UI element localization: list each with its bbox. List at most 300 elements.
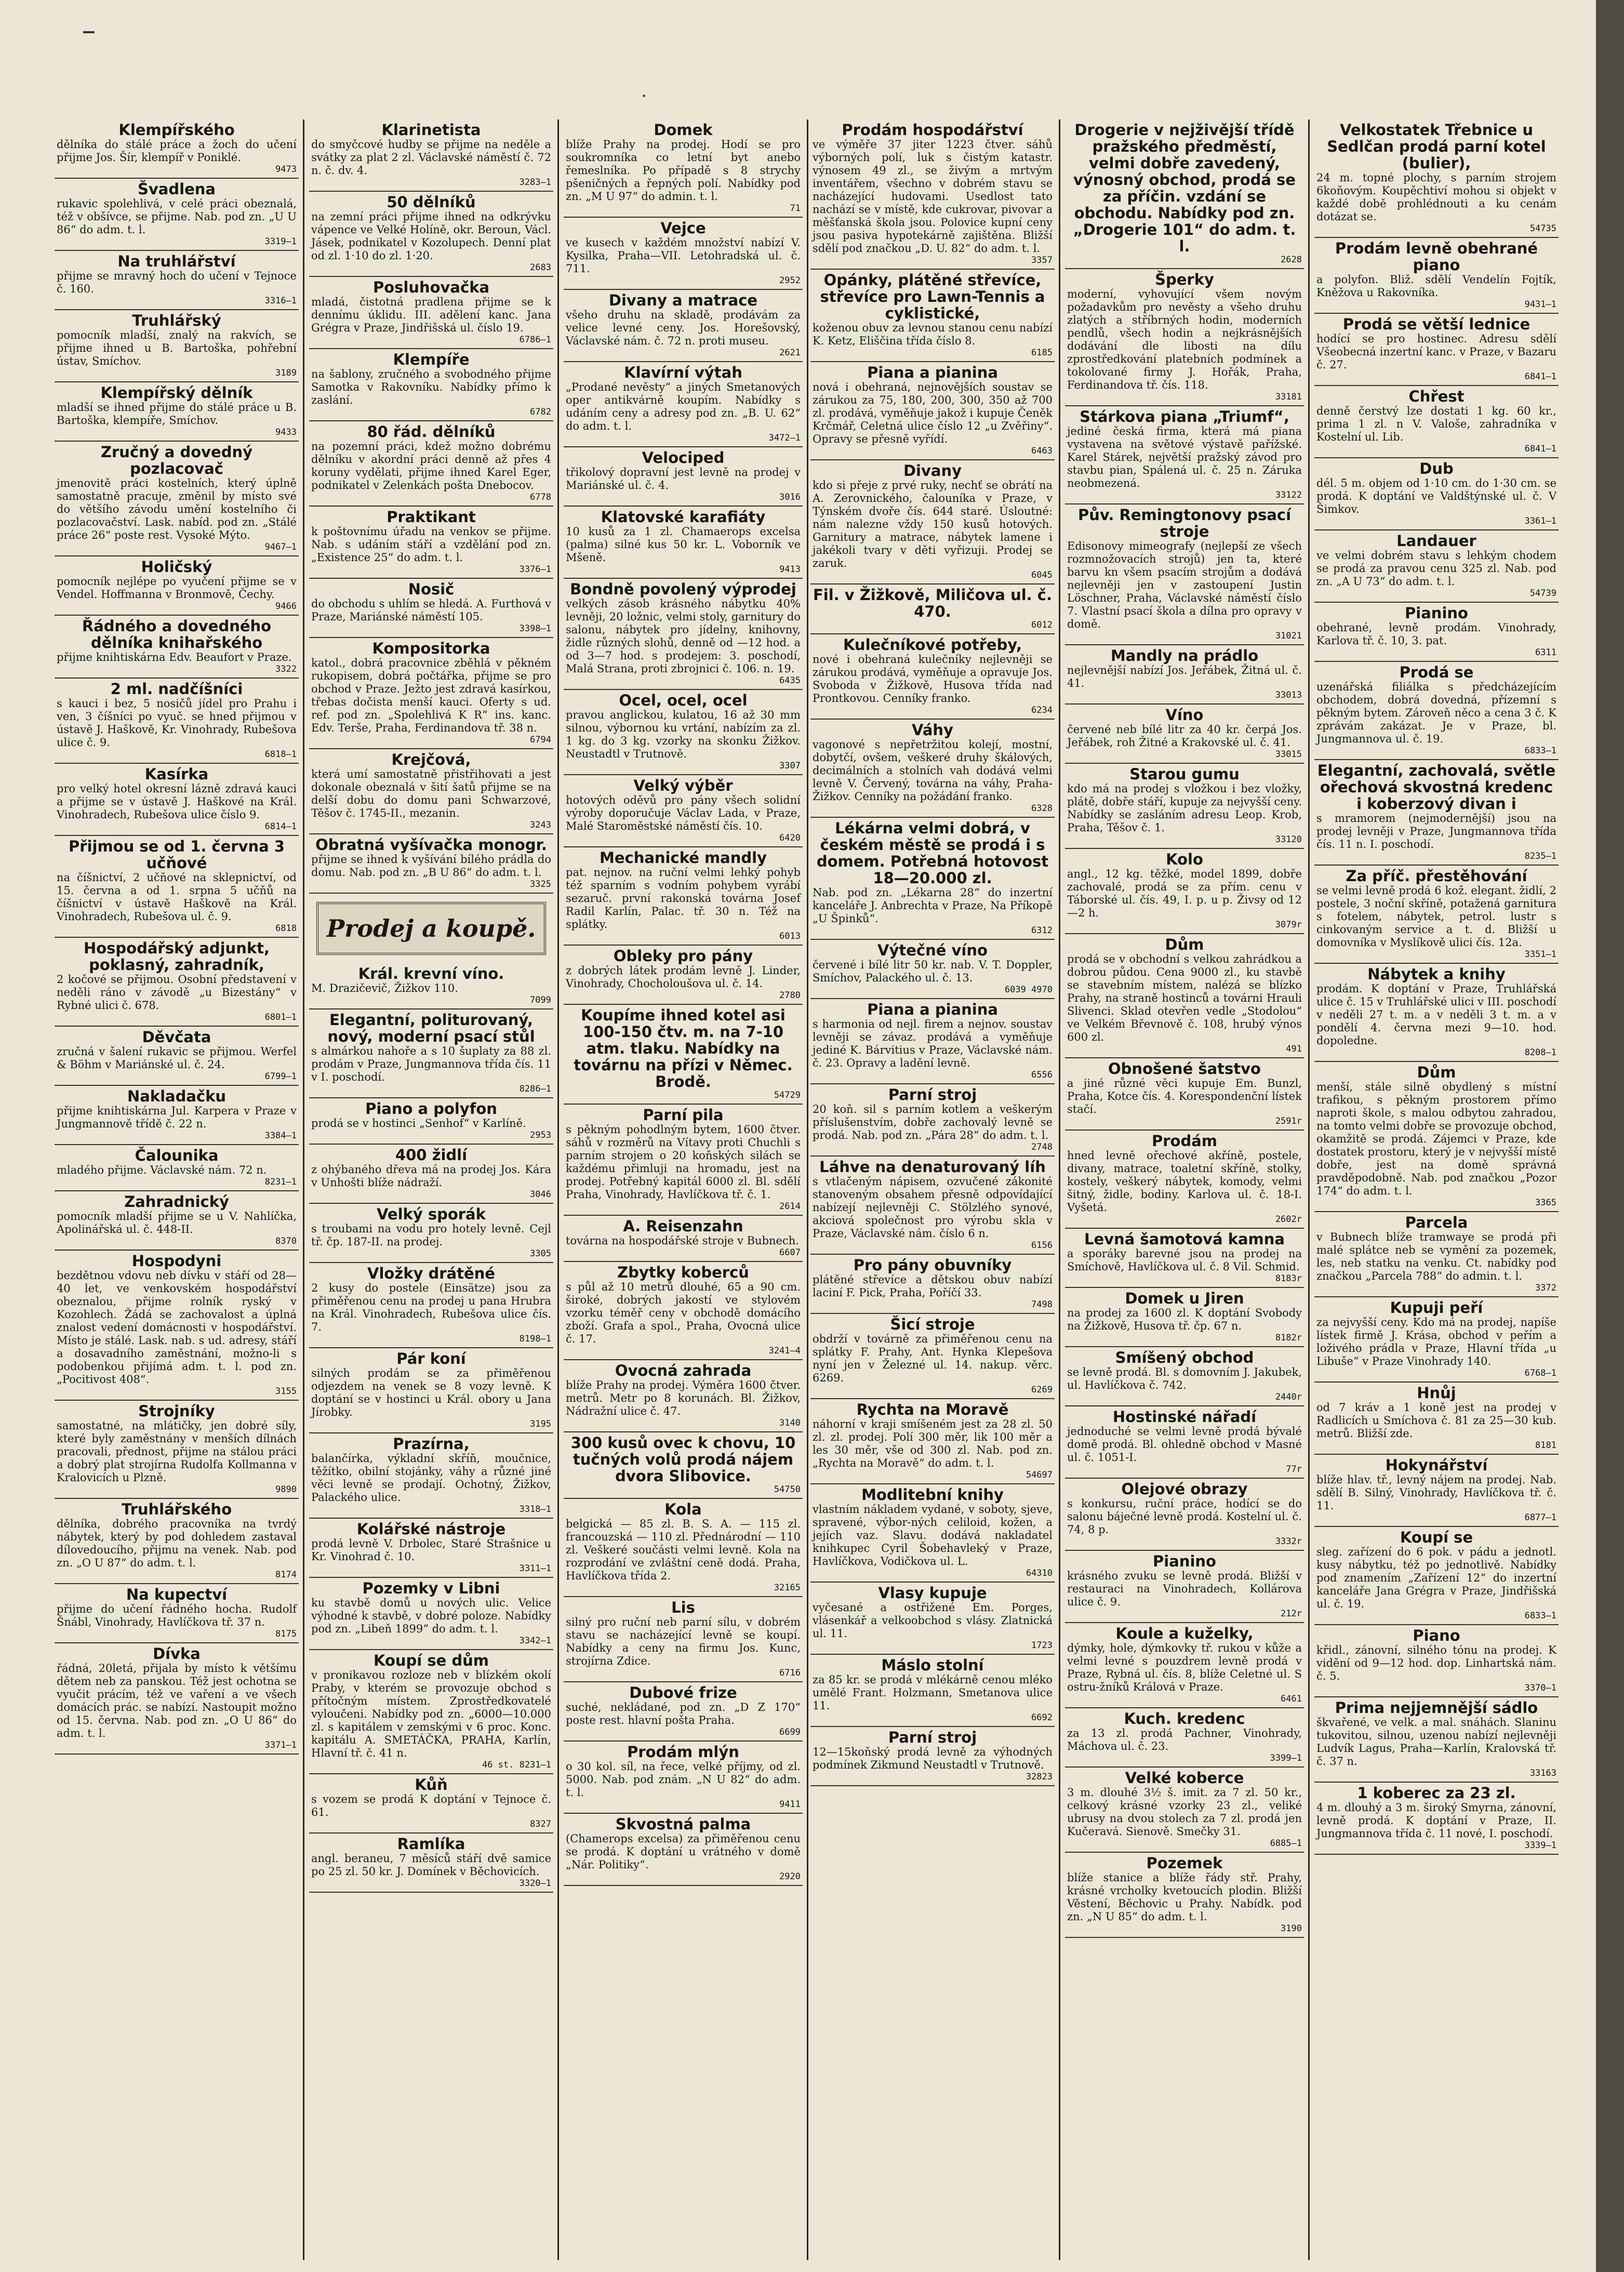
classified-ad (1314, 458, 1559, 530)
ad-headline: Landauer (1396, 532, 1476, 550)
classified-ad (564, 218, 803, 290)
ad-headline: 50 dělníků (387, 193, 476, 211)
ad-body: 4 m. dlouhý a 3 m. široký Smyrna, zánovní, levně prodá. K doptání v Praze, II. Jungmannova třída č. 11 nové, I. poschodí. (1316, 1801, 1556, 1840)
ad-body: obehrané, levně prodám. Vinohrady, Karlova tř. č. 10, 3. pat. (1316, 621, 1556, 647)
ad-body: 2 kočové se přijmou. Osobní představení v neděli ráno v závodě „u Bizestány“ v Rybné ulici č. 678. (57, 973, 297, 1012)
ad-headline: Velociped (642, 449, 725, 467)
ad-body: se velmi levně prodá 6 kož. elegant. židlí, 2 postele, 3 noční skříně, potažená garnitura s fotelem, nábytek, petrol. lustr s cinkovaným service a t. d. Bližší u domovníka v Myslíkově ulici čís. 12a. (1316, 884, 1556, 949)
ad-headline: Váhy (912, 721, 953, 739)
column-4 (810, 119, 1055, 2260)
ad-headline: Pianino (1405, 604, 1468, 622)
classified-ad (810, 634, 1055, 720)
classified-ad (1065, 1131, 1304, 1229)
ad-headline: A. Reisenzahn (623, 1217, 743, 1235)
classified-ad (309, 1263, 553, 1348)
ad-headline: Zbytky koberců (617, 1264, 749, 1281)
ad-code: 3371—1 (264, 1740, 297, 1750)
ad-code: 491 (1286, 1044, 1302, 1054)
classified-ad (309, 507, 553, 579)
ad-body: kdo má na prodej s vložkou i bez vložky, plátě, dobře stáří, kupuje za nejvyšší ceny. Nabídky se zasláním adresu Leop. Krob, Praha, Těšov č. 1. (1067, 782, 1302, 834)
ad-headline: Prodá se větší lednice (1342, 315, 1530, 333)
ad-code: 9467—1 (264, 542, 297, 552)
ad-body: k poštovnímu úřadu na venkov se přijme. Nab. s udáním stáří a vzdělání pod zn. „Existence 25“ do adm. t. l. (311, 525, 551, 564)
ad-code: 3155 (275, 1386, 297, 1397)
column-rule (557, 119, 559, 2260)
ad-code: 3195 (530, 1419, 551, 1429)
classified-ad (1065, 1479, 1304, 1551)
ad-headline: Prodám (1151, 1132, 1218, 1150)
section-title: Prodej a koupě. (326, 914, 536, 942)
ad-code: 8327 (530, 1819, 551, 1829)
ad-body: rukavic spolehlivá, v celé práci obeznalá, též v obšívce, se přijme. Nab. pod zn. „U U 86“ do adm. t. l. (57, 197, 297, 236)
ad-body: menší, stále silně obydlený s místní trafikou, s pěkným prostorem přímo naproti škole, s malou odbytou zahradou, na tomto velmi dobře se provozuje obchod, okamžitě se prodá. Zájemci v Praze, kde dostatek prostoru, který je v nejvyšší místě dobře, jest na domě správná pravděpodobně. Nab. pod značkou „Pozor 174“ do adm. t. l. (1316, 1081, 1556, 1197)
ad-code: 3316—1 (264, 296, 297, 306)
column-3 (564, 119, 803, 2260)
ad-code: 8182r (1275, 1333, 1302, 1343)
ad-body: na číšnictví, 2 učňové na sklepnictví, od 15. června a od 1. srpna 5 učňů na číšnictví v ústavě Haškově na Král. Vinohradech, Rubešova ul. č. 9. (57, 871, 297, 923)
ad-code: 33015 (1275, 749, 1302, 760)
ad-headline: Klempíře (393, 351, 470, 368)
ad-code: 212r (1281, 1609, 1302, 1619)
ad-headline: Stárkova piana „Triumf“, (1080, 408, 1289, 426)
ad-body: prodám. K doptání v Praze, Truhlářská ulice č. 15 v Truhlářské ulici v III. poschodí v neděli 27 t. m. a v neděli 3 t. m. a v pondělí 4. června mezi 9—10. hod. dopoledne. (1316, 982, 1556, 1047)
classified-ad (309, 834, 553, 894)
ad-body: dél. 5 m. objem od 1·10 cm. do 1·30 cm. se prodá. K doptání ve Valdštýnské ul. č. V Šimkov. (1316, 477, 1556, 515)
classified-ad (309, 1578, 553, 1650)
classified-ad (810, 1727, 1055, 1786)
ad-headline: Děvčata (142, 1028, 211, 1046)
ad-headline: Parní stroj (888, 1729, 977, 1746)
ad-headline: Holičský (141, 558, 212, 576)
classified-ad (55, 119, 299, 179)
ad-code: 6156 (1031, 1240, 1053, 1251)
ad-headline: Dívka (153, 1645, 201, 1663)
classified-ad (564, 775, 803, 847)
ad-code: 3319—1 (264, 236, 297, 247)
ad-headline: Piana a pianina (867, 364, 998, 381)
ad-body: v Bubnech blíže tramwaye se prodá při malé splátce neb se vymění za pozemek, les, neb statku na venku. Ct. nabídky pod značkou „Parcela 788“ do admin. t. l. (1316, 1231, 1556, 1282)
ad-body: vlastním nákladem vydané, v soboty, sjeve, spravené, výbor-ných celiloid, kožen, a jejích vaz. Slavu. dodává nakladatel knihkupec Cyril Šobehavleký v Praze, Havlíčkova, Vodičkova ul. L. (813, 1503, 1053, 1567)
ad-headline: Lis (671, 1599, 695, 1616)
ad-code: 6607 (779, 1247, 801, 1258)
ad-headline: Koule a kuželky, (1115, 1625, 1254, 1642)
ad-code: 3342—1 (519, 1636, 551, 1646)
ad-body: ve výměře 37 jiter 1223 čtver. sáhů výborných polí, luk s čistým katastr. výnosem 49 zl., se živým a mrtvým inventářem, všechno v dobrém stavu se nacházející hudovami. Usedlost tato nachází se v místě, kde cukrovar, pivovar a měšťanská škola jsou. Polovice kupní ceny jsou pasiva hypotekárně zajištěna. Bližší sdělí pod značkou „D. U. 82“ do adm. t. l. (813, 138, 1053, 255)
ad-body: mladého přijme. Václavské nám. 72 n. (57, 1164, 267, 1176)
ad-code: 8231—1 (264, 1177, 297, 1187)
classified-ad (1314, 1697, 1559, 1783)
scan-edge (1596, 0, 1624, 2272)
ad-code: 2748 (1031, 1142, 1053, 1152)
ad-body: zručná v šalení rukavic se přijmou. Werfel & Böhm v Mariánské ul. č. 24. (57, 1045, 297, 1071)
ad-body: blíže stanice a blíže řády stř. Prahy, krásné vrcholky kvetoucích plodin. Bližší Věstení, Běchovic u Prahy. Nabídk. pod zn. „N U 85“ do adm. t. l. (1067, 1871, 1302, 1923)
ad-body: továrna na hospodářské stroje v Bubnech. (566, 1234, 799, 1247)
ad-headline: Elegantní, zachovalá, světle ořechová skvostná kredenc i koberzový divan i (1317, 762, 1556, 813)
ad-body: velkých zásob krásného nábytku 40% levněji, 20 ložnic, velmi stoly, garnitury do salonu, nábytek pro jídelny, knihovny, židle různých slohů, denně od —12 hod. a od 3—7 hod. s prodejem: 3. poschodí, Malá Strana, proti zbrojnici č. 106. n. 19. (566, 597, 801, 675)
classified-ad (1314, 530, 1559, 603)
ad-body: přijme se ihned k vyšívání bílého prádla do domu. Nab. pod zn. „B U 86“ do adm. t. l. (311, 853, 551, 879)
ad-headline: Kola (664, 1500, 702, 1518)
ad-body: 12—15koňský prodá levně za výhodných podmínek Zikmund Neustadtl v Trutnově. (813, 1746, 1053, 1771)
ad-body: a sporáky barevné jsou na prodej na Smíchově, Havlíčkova ul. č. 8 Vil. Schmid. (1067, 1247, 1302, 1273)
ad-body: vyčesané a ostřižené Em. Porges, vlásenkář a velkoobchod s vlásy. Zlatnická ul. 11. (813, 1601, 1053, 1640)
ad-headline: Truhlářského (121, 1500, 232, 1518)
classified-ad (309, 1145, 553, 1204)
ad-headline: Řádného a dovedného dělníka knihařského (82, 617, 272, 652)
ad-headline: Elegantní, politurovaný, nový, moderní psací stůl (327, 1011, 535, 1045)
ad-code: 2614 (779, 1201, 801, 1212)
ad-body: blíže Prahy na prodej. Hodí se pro soukromníka co letní byt anebo řemeslníka. Po případě s 8 strychy pšeničných a řepných polí. Nabídky pod zn. „M U 97“ do admin. t. l. (566, 138, 801, 203)
ad-headline: Kuch. kredenc (1124, 1710, 1245, 1728)
classified-ad (564, 1597, 803, 1682)
classified-ad (564, 1105, 803, 1216)
classified-ad (564, 1682, 803, 1742)
ad-code: 33120 (1275, 834, 1302, 845)
ad-code: 6012 (1031, 620, 1053, 630)
ad-headline: Domek u Jiren (1125, 1290, 1244, 1307)
ad-code: 3370—1 (1524, 1683, 1556, 1693)
ad-code: 46 st. 8231—1 (482, 1760, 551, 1770)
classified-ad (309, 1098, 553, 1145)
ad-code: 54739 (1529, 588, 1556, 599)
classified-ad (309, 277, 553, 349)
ad-code: 3079r (1275, 920, 1302, 930)
classified-ad (564, 1432, 803, 1499)
ad-headline: Víno (1165, 706, 1204, 724)
ad-body: se levně prodá. Bl. s domovním J. Jakubek, ul. Havlíčkova č. 742. (1067, 1366, 1302, 1391)
ad-code: 3189 (275, 368, 297, 378)
classified-ad (55, 382, 299, 442)
ad-code: 3190 (1281, 1923, 1302, 1934)
ad-code: 9413 (779, 564, 801, 575)
ad-code: 3351—1 (1524, 949, 1556, 960)
ad-code: 32823 (1026, 1772, 1053, 1782)
ad-headline: Kolo (1166, 851, 1203, 868)
ad-code: 33122 (1275, 490, 1302, 500)
ad-code: 3376—1 (519, 564, 551, 575)
ad-headline: Kolářské nástroje (356, 1520, 506, 1538)
ad-headline: Přijmou se od 1. června 3 učňové (69, 838, 285, 872)
classified-ad (55, 310, 299, 382)
classified-ad (1065, 1229, 1304, 1288)
ad-code: 6312 (1031, 925, 1053, 936)
ad-body: katol., dobrá pracovnice zběhlá v pěkném rukopisem, dobrá počtářka, přijme se pro obchod v Praze. Ježto jest zdravá kasírkou, třebas dočista menší kauci. Oferty s ud. ref. pod zn. „Spolehlivá K R“ ins. kanc. Edv. Terše, Praha, Ferdinandova tř. 38 n. (311, 657, 551, 734)
ad-headline: Hospodyni (131, 1252, 222, 1270)
classified-ad (564, 507, 803, 579)
ad-code: 9466 (275, 601, 297, 612)
ad-code: 6794 (530, 735, 551, 745)
ad-headline: Nábytek a knihy (1367, 965, 1506, 983)
ad-headline: Obleky pro pány (613, 947, 753, 965)
ad-headline: Kasírka (144, 765, 209, 783)
classified-ad (309, 349, 553, 421)
ad-body: jmenovitě práci kostelních, který úplně samostatně pracuje, změnil by místo své do většího závodu umění kostelního či pozlacovačství. Lask. nabíd. pod zn. „Stálé práce 26“ poste rest. Vysoké Mýto. (57, 477, 297, 541)
classified-ad (1065, 406, 1304, 504)
ad-headline: Zahradnický (124, 1193, 229, 1211)
ad-body: prodá se v obchodní s velkou zahrádkou a dobrou půdou. Cena 9000 zl., ku stavbě se stavebním místem, nalézá se blízko Prahy, na straně hostinců a továrni Hrauli Slivenci. Sklad otevřen vedle „Stodolou“ ve Velkém Břevnově č. 108, hrubý výnos 600 zl. (1067, 953, 1302, 1043)
ad-code: 2628 (1281, 255, 1302, 265)
ad-body: Edisonovy mimeografy (nejlepší ze všech rozmnožovacích strojů) jen ta, které barvu kn všem psacím strojům a dodává nejlevněji jen v zastoupení Justin Löschner, Praha, Václavské náměstí číslo 7. Vlastní psací škola a dílna pro opravy v domě. (1067, 540, 1302, 630)
classified-ad (1314, 1212, 1559, 1297)
ad-code: 6833—1 (1524, 746, 1556, 756)
ad-code: 2683 (530, 262, 551, 273)
ad-headline: Parcela (1405, 1214, 1468, 1231)
ad-body: vagonové s nepřetržitou kolejí, mostní, dobytčí, ovšem, veškeré druhy škálových, decimálních a stolních vah dodává velmi levně V. Červený, továrna na váhy, Praha-Žižkov. Cenníky na požádání franko. (813, 738, 1053, 803)
ad-body: ve kusech v každém množství nabízí V. Kysilka, Praha—VII. Letohradská ul. č. 711. (566, 236, 801, 275)
classified-ad (810, 362, 1055, 460)
ad-code: 6841—1 (1524, 371, 1556, 382)
ad-body: nejlevnější nabízí Jos. Jeřábek, Žitná ul. č. 41. (1067, 664, 1302, 689)
classified-ad (1065, 849, 1304, 934)
ad-body: řádná, 20letá, přijala by místo k většímu dětem neb za panskou. Též jest ochotna se vyučit prácím, též ve vaření a ve všech domácích prác. se nabízí. Nastoupit možno od 15. června. Nab. pod zn. „O U 86“ do adm. t. l. (57, 1662, 297, 1739)
ad-body: dělníka, dobrého pracovníka na tvrdý nábytek, který by pod dohledem zastaval dílovedoucího, přijmu na venek. Nab. pod zn. „O U 87“ do adm. t. l. (57, 1518, 297, 1569)
ad-headline: Zručný a dovedný pozlacovač (100, 443, 253, 477)
ad-headline: Prodá se (1399, 663, 1474, 681)
ad-body: blíže Prahy na prodej. Výměra 1600 čtver. metrů. Metr po 8 korunách. Bl. Žižkov, Nádražní ulice č. 47. (566, 1379, 801, 1417)
ad-headline: Skvostná palma (615, 1815, 751, 1833)
ad-headline: Chřest (1408, 388, 1465, 405)
ad-headline: Pár koní (396, 1350, 466, 1367)
classified-ad (564, 579, 803, 690)
ad-body: z dobrých látek prodám levně J. Linder, Vinohrady, Chocholoušova ul. č. 14. (566, 964, 801, 990)
ad-headline: Švadlena (138, 180, 216, 198)
ad-headline: Mechanické mandly (599, 849, 767, 867)
ad-headline: Prodám mlýn (627, 1743, 739, 1761)
ad-headline: Hnůj (1417, 1384, 1456, 1402)
ad-body: 2 kusy do postele (Einsätze) jsou za přiměřenou cenu na prodej u pana Hrubra na Král. Vinohradech, Rubešova ulice čís. 7. (311, 1282, 551, 1333)
ad-body: kdo si přeje z prvé ruky, nechť se obrátí na A. Zerovnického, čalouníka v Praze, v Týnském dvoře čís. 644 staré. Úsloutné: nám nalezne vždy 150 kusů hotových. Garnitury a matrace, nábytek lamene i jakékoli tvary v děti vyřizuji. Prodej se zaruk. (813, 479, 1053, 569)
ad-body: nová i obehraná, nejnovějších soustav se zárukou za 75, 180, 200, 300, 350 až 700 zl. prodává, vyměňuje jakož i kupuje Čeněk Krčmář, Celetná ulice číslo 12 „u Zvěřiny“. Opravy se přesně vyřídí. (813, 381, 1053, 445)
ad-body: jediné česká firma, která má piana vystavena na světové výstavě pařížské. Karel Stárek, největší pražský závod pro stavbu pian, Spálená ul. č. 25 n. Záruka neobmezená. (1067, 425, 1302, 489)
ad-headline: Pozemek (1146, 1854, 1223, 1872)
classified-ad (564, 1216, 803, 1262)
ad-code: 3243 (530, 820, 551, 830)
ad-body: plátěné střevíce a dětskou obuv nabízí laciní F. Pick, Praha, Poříčí 33. (813, 1273, 1053, 1299)
ad-body: samostatné, na mlátičky, jen dobré síly, které byly zaměstnány v menších dílnách pracovali, přednost, přijme na stálou práci a dobrý plat strojírna Rudolfa Kollmanna v Kralovicích u Plzně. (57, 1419, 297, 1484)
ad-body: angl., 12 kg. těžké, model 1899, dobře zachovalé, prodá se za přím. cenu v Táborské ul. čís. 49, I. p. u p. Živsy od 12—2 h. (1067, 868, 1302, 919)
classified-ad (1314, 1297, 1559, 1383)
ad-headline: Olejové obrazy (1121, 1480, 1248, 1498)
ad-body: pomocník nejlépe po vyučení přijme se v Vendel. Hoffmanna v Bronmově, Čechy. (57, 575, 297, 601)
ad-code: 33013 (1275, 690, 1302, 700)
classified-ad (564, 362, 803, 447)
classified-ad (309, 749, 553, 834)
ad-headline: Dub (1419, 460, 1454, 477)
ad-code: 8181 (1535, 1440, 1556, 1451)
ad-headline: Starou gumu (1129, 765, 1240, 783)
ad-code: 6185 (1031, 348, 1053, 358)
ad-body: s vtlačeným nápisem, ozvučené zákonité stanoveným obsahem přesně odpovídající nabízejí nejlevněji C. Stölzlého synové, akciová společnost pro výrobu skla v Praze, Václavské nám. číslo 6 n. (813, 1175, 1053, 1240)
ad-body: na zemní práci přijme ihned na odkrývku vápence ve Velké Holíně, okr. Beroun, Václ. Jásek, podnikatel v Kozolupech. Denní plat od zl. 1·10 do zl. 1·20. (311, 210, 551, 262)
ad-body: přijme knihtiskárna Jul. Karpera v Praze v Jungmannově třídě č. 22 n. (57, 1105, 297, 1130)
classified-ad (810, 270, 1055, 362)
ad-headline: Pianino (1153, 1552, 1216, 1570)
ad-code: 2920 (779, 1871, 801, 1882)
ad-headline: Obnošené šatstvo (1108, 1060, 1261, 1078)
ad-body: za 85 kr. se prodá v mlékárně cenou mléko umělé Frant. Holzmann, Smetanova ulice 11. (813, 1673, 1053, 1712)
classified-ad (1314, 1783, 1559, 1855)
ad-code: 3398—1 (519, 623, 551, 634)
ad-code: 6311 (1535, 647, 1556, 658)
ad-body: koženou obuv za levnou stanou cenu nabízí K. Ketz, Eliščina třída číslo 8. (813, 322, 1053, 347)
ad-code: 3365 (1535, 1198, 1556, 1208)
ad-code: 33181 (1275, 392, 1302, 402)
column-rule (1308, 119, 1310, 2260)
ad-body: pravou anglickou, kulatou, 16 až 30 mm silnou, výbornou ku vrtání, nabízím za zl. 1 kg. do 3 kg. vzorky na skonku Žižkov. Neustadtl v Trutnově. (566, 709, 801, 760)
classified-ad (1065, 934, 1304, 1058)
ad-code: 3140 (779, 1418, 801, 1428)
classified-ad (810, 940, 1055, 999)
ad-headline: Koupíme ihned kotel asi 100-150 čtv. m. na 7-10 atm. tlaku. Nabídky na továrnu na přízi v Němec. Brodě. (574, 1006, 793, 1091)
ad-code: 8208—1 (1524, 1047, 1556, 1058)
classified-ad (55, 556, 299, 616)
ad-code: 54697 (1026, 1470, 1053, 1480)
ad-body: červené neb bílé litr za 40 kr. čerpá Jos. Jeřábek, roh Žitné a Krakovské ul. č. 41. (1067, 723, 1302, 749)
ad-code: 6556 (1031, 1070, 1053, 1080)
ad-headline: Domek (654, 121, 713, 139)
ad-body: v pronikavou rozloze neb v blízkém okolí Praby, v kterém se provozuje obchod s přítočným místem. Zprostředkovatelé vyloučeni. Nabídky pod zn. „6000—10.000 zl. s kapitálem v zemskými v 6 proc. Konc. kapitálu A. SMETÁČKA, PRAHA, Karlín, Hlavní tř. č. 41 n. (311, 1669, 551, 1759)
ad-headline: Prazírna, (393, 1435, 470, 1453)
ad-headline: Nakladačku (127, 1087, 227, 1105)
classified-ad (55, 251, 299, 310)
classified-ad (564, 119, 803, 218)
ad-headline: Vlasy kupuje (878, 1584, 987, 1602)
ad-code: 2952 (779, 275, 801, 286)
classified-ad (1314, 386, 1559, 458)
ad-body: pomocník mladší přijme se u V. Nahlíčka, Apolinářská ul. č. 448-II. (57, 1210, 297, 1235)
classified-ad (1065, 1708, 1304, 1768)
classified-ad (309, 1833, 553, 1893)
ad-code: 6799—1 (264, 1071, 297, 1082)
ad-headline: Krejčová, (391, 751, 471, 768)
ad-headline: Lékárna velmi dobrá, v českém městě se prodá i s domem. Potřebná hotovost 18—20.000 zl. (816, 819, 1049, 887)
ad-code: 8370 (275, 1236, 297, 1246)
ad-headline: Na truhlářství (117, 253, 236, 270)
ad-body: bezdětnou vdovu neb dívku v stáří od 28—40 let, ve venkovském hospodářství obeznalou, přijme rolník ryský v Kozohlech. Žádá se zachovalost a úplná znalost vedení domácnosti v hospodářství. Místo je stálé. Lask. nab. s ud. adresy, stáří a dosavadního zaměstnání, možno-li s podobenkou přijímá adm. t. l. pod zn. „Pocitivost 408“. (57, 1269, 297, 1386)
classified-ad (1065, 1551, 1304, 1623)
classified-ad (564, 1005, 803, 1105)
ad-headline: Klempířského (118, 121, 235, 139)
ad-code: 6716 (779, 1668, 801, 1678)
classified-ad (810, 1314, 1055, 1399)
ad-body: sleg. zařízení do 6 pok. v pádu a jednotl. kusy nábytku, též po jednotlivě. Nabídky pod znamením „Zařízení 12“ do inzertní kanceláře Jana Grégra v Praze, Jindřišská ul. č. 19. (1316, 1546, 1556, 1610)
classified-ad (1314, 1527, 1559, 1625)
ad-code: 6234 (1031, 705, 1053, 715)
ad-code: 2440r (1275, 1392, 1302, 1402)
ad-body: škvařené, ve velk. a mal. snáhách. Slaninu tukovitou, silnou, uzenou nabízí nejlevněji Ludvík Lagus, Praha—Karlín, Kralovská tř. č. 37 n. (1316, 1716, 1556, 1768)
classified-ad (1065, 705, 1304, 764)
classified-ad (1314, 866, 1559, 964)
ad-body: balančírka, výkladní skříň, moučnice, těžítko, obilní stojánky, váhy a různé jiné věci levně se prodají. Ochotný, Žižkov, Palackého ulice. (311, 1452, 551, 1504)
classified-ad (1065, 1347, 1304, 1406)
ad-code: 7099 (530, 995, 551, 1005)
ad-headline: Piana a pianina (867, 1001, 998, 1018)
ad-code: 64310 (1026, 1568, 1053, 1578)
classified-ad (309, 1348, 553, 1433)
classified-ad (1314, 314, 1559, 386)
classified-ad (564, 1742, 803, 1814)
ad-body: silný pro ruční neb parní sílu, v dobrém stavu se nacházející levně se koupí. Nabídky a ceny na firmu Jos. Kunc, strojírna Zdice. (566, 1616, 801, 1667)
ad-code: 31021 (1275, 631, 1302, 641)
ad-body: přijme knihtiskárna Edv. Beaufort v Praze. (57, 651, 292, 663)
ad-headline: Levná šamotová kamna (1084, 1230, 1285, 1248)
ad-body: která umí samostatně přistřihovati a jest dokonale obeznalá v šití šatů přijme se na delší dobu do domu pani Schwarzové, Těšov č. 1745-II., mezanin. (311, 768, 551, 819)
ad-code: 3372 (1535, 1283, 1556, 1293)
classified-ad (1065, 1623, 1304, 1708)
ad-body: s almárkou nahoře a s 10 šuplaty za 88 zl. prodám v Praze, Jungmannova třída čís. 11 v I. poschodí. (311, 1045, 551, 1083)
classified-ad (810, 720, 1055, 818)
ad-body: a jiné různé věci kupuje Em. Bunzl, Praha, Kotce čís. 4. Korespondenční lístek stačí. (1067, 1077, 1302, 1115)
ad-code: 2602r (1275, 1214, 1302, 1225)
ad-code: 9473 (275, 164, 297, 175)
classified-ad (55, 1086, 299, 1145)
ad-headline: Čalounika (135, 1147, 219, 1164)
ad-headline: Velký sporák (377, 1205, 486, 1223)
ad-code: 6885—1 (1270, 1838, 1302, 1849)
ad-body: obdrží v továrně za přiměřenou cenu na splátky F. Prahy, Ant. Hynka Klepešova nyní jen v Železné ul. 14. nakup. věrc. 6269. (813, 1333, 1053, 1384)
ad-body: dýmky, hole, dýmkovky tř. rukou v kůže a velmi levné s pouzdrem levně prodá v Praze, Rybná ul. čís. 8, blíže Celetné ul. S ostru-žníků Králová v Praze. (1067, 1642, 1302, 1693)
ad-body: uzenářská filiálka s předcházejícím obchodem, dobrá dovedná, přízemní s pěkným bytem. Zároveň něco a cena 3 č. K zprávám zakázat. Je v Praze, bl. Jungmannova ul. č. 19. (1316, 681, 1556, 745)
ad-headline: Vejce (660, 219, 706, 237)
classified-ad (309, 1009, 553, 1098)
ad-code: 6420 (779, 833, 801, 843)
classified-columns (55, 119, 1566, 2260)
ad-code: 8175 (275, 1629, 297, 1639)
ad-code: 8174 (275, 1570, 297, 1580)
ad-code: 1723 (1031, 1640, 1053, 1651)
ad-body: (Chamerops excelsa) za přiměřenou cenu se prodá. K doptání u vrátného v domě „Nár. Politiky“. (566, 1832, 801, 1871)
ad-headline: Máslo stolní (881, 1656, 984, 1674)
ad-code: 6818—1 (264, 749, 297, 760)
ad-code: 3384—1 (264, 1131, 297, 1141)
ad-code: 9411 (779, 1799, 801, 1810)
ad-body: suché, nekládané, pod zn. „D Z 170“ poste rest. hlavní pošta Praha. (566, 1701, 801, 1726)
ad-headline: Ovocná zahrada (615, 1362, 752, 1379)
ad-headline: Kulečníkové potřeby, (843, 636, 1022, 654)
ad-headline: Král. krevní víno. (358, 965, 504, 982)
classified-ad (55, 1584, 299, 1643)
ad-code: 6699 (779, 1727, 801, 1737)
ad-headline: Smíšený obchod (1115, 1349, 1254, 1366)
classified-ad (55, 1499, 299, 1584)
ad-headline: Fil. v Žižkově, Miličova ul. č. 470. (813, 586, 1053, 620)
ad-headline: Kompositorka (372, 640, 490, 657)
classified-ad (1314, 119, 1559, 238)
ad-body: s mramorem (nejmodernější) jsou na prodej levněji v Praze, Jungmannova třída čís. 11 n. I. poschodí. (1316, 812, 1556, 851)
classified-ad (309, 579, 553, 638)
ad-headline: 400 židlí (395, 1146, 468, 1164)
classified-ad (309, 1650, 553, 1774)
ad-headline: Dům (1417, 1064, 1456, 1081)
ad-headline: Dům (1165, 936, 1204, 953)
classified-ad (309, 192, 553, 277)
column-2 (309, 119, 553, 2260)
ad-body: nové i obehraná kulečníky nejlevněji se zárukou prodává, vyměňuje a opravuje Jos. Svoboda v Žižkově, Husova třída nad Prontkovou. Cenníky franko. (813, 653, 1053, 705)
ad-code: 33163 (1529, 1768, 1556, 1778)
classified-ad (55, 1401, 299, 1499)
ad-code: 3339—1 (1524, 1840, 1556, 1851)
ad-headline: Strojníky (138, 1402, 215, 1420)
ad-code: 6841—1 (1524, 444, 1556, 454)
ad-headline: Praktikant (387, 508, 476, 526)
classified-ad (1065, 504, 1304, 645)
ad-body: M. Drazičevič, Žižkov 110. (311, 982, 458, 994)
ad-code: 3305 (530, 1248, 551, 1259)
ad-code: 6833—1 (1524, 1611, 1556, 1621)
ad-code: 9431—1 (1524, 299, 1556, 310)
classified-ad (564, 1360, 803, 1432)
classified-ad (55, 1027, 299, 1086)
